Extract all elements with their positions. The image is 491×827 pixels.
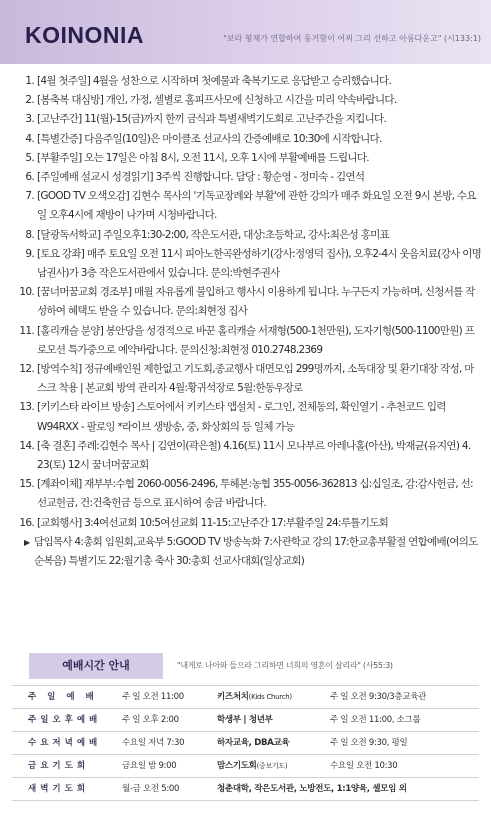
item-text: [4월 첫주일] 4월을 성찬으로 시작하며 첫예물과 축복기도로 응답받고 승리했습니다. — [37, 75, 392, 87]
service-time: 금요일 밤 9:00 — [122, 761, 177, 771]
program-time: 주 일 오전 9:30, 평일 — [330, 738, 408, 748]
list-item — [18, 437, 482, 475]
item-number: 7. — [25, 190, 34, 203]
item-text: [키키스타 라이브 방송] 스토어에서 키키스타 앱설치 - 로그인, 전체동의, 확인열기 - 추천코드 입력 W94RXX - 팔로잉 *라이브 생방송, 중, 화상회의 등 일체 가능 — [37, 401, 446, 433]
brand-title: KOINONIA — [25, 22, 144, 48]
item-number: 8. — [25, 228, 34, 241]
item-number: 2. — [25, 94, 34, 107]
item-number: 13. — [19, 401, 34, 414]
schedule-table — [12, 685, 479, 801]
list-item-sub — [18, 533, 482, 571]
service-time: 주 일 오전 11:00 — [122, 692, 184, 702]
item-text: [부활주일] 오는 17일은 아침 8시, 오전 11시, 오후 1시에 부활예배를 드립니다. — [37, 151, 369, 164]
list-item — [18, 110, 482, 129]
schedule-title: 예배시간 안내 — [29, 653, 163, 679]
service-time: 월-금 오전 5:00 — [122, 784, 180, 794]
list-item — [18, 283, 482, 321]
list-item — [18, 360, 482, 398]
program-name: 키즈처치(Kids Church) — [217, 692, 292, 702]
service-time: 수요일 저녁 7:30 — [122, 738, 185, 748]
list-item — [18, 322, 482, 360]
table-row — [12, 709, 479, 732]
item-text: [꿈너머꿈교회 경조부] 매월 자유롭게 불입하고 행사시 이용하게 됩니다. 누구든지 가능하며, 신청서를 작성하여 혜택도 받을 수 있습니다. 문의:최현정 집사 — [37, 286, 475, 318]
item-text: [GOOD TV 오색오감] 김현수 목사의 '기독교장례와 부활'에 관한 강의가 매주 화요일 오전 9시 본방, 수요일 오후4시에 재방이 나가며 시청바랍니다. — [37, 190, 476, 222]
list-item — [18, 245, 482, 283]
item-number: 16. — [19, 516, 34, 529]
list-item — [18, 149, 482, 168]
item-text: [교회행사] 3:4여선교회 10:5여선교회 11-15:고난주간 17:부활주일 24:루틀기도회 — [37, 516, 389, 529]
program-name: 하자교육, DBA교육 — [217, 738, 290, 748]
item-text: [특별간증] 다음주일(10일)은 마이클조 선교사의 간증예배로 10:30에 시작합니다. — [37, 132, 382, 145]
item-number: 3. — [25, 113, 34, 126]
item-text: [계좌이체] 재부부:수협 2060-0056-2496, 투헤본:농협 355-0056-362813 십:십일조, 감:감사헌금, 선:선교헌금, 건:건축헌금 등으로 표시하여 송금 바랍니다. — [37, 478, 473, 510]
program-time: 주 일 오전 11:00, 소그룹 — [330, 715, 421, 725]
service-name: 주 일 예 배 — [28, 692, 98, 702]
schedule-header — [12, 653, 479, 679]
item-number: 11. — [19, 324, 34, 337]
item-text: [달광독서학교] 주일오후1:30-2:00, 작은도서관, 대상:초등학교, 강사:최은성 홍미표 — [37, 228, 390, 241]
program-name: 맘스기도회(중보기도) — [217, 761, 288, 771]
list-item — [18, 168, 482, 187]
item-text: [주일예배 설교시 성경읽기] 3주씩 진행합니다. 담당 : 황순영 - 정미숙 - 김연석 — [37, 171, 365, 184]
list-item — [18, 514, 482, 533]
service-name: 주일오후예배 — [28, 715, 102, 725]
item-number: 6. — [25, 171, 34, 184]
schedule-verse: "내게로 나아와 들으라 그리하면 너희의 영혼이 살리라" (사55:3) — [177, 661, 393, 670]
program-time: 수요일 오전 10:30 — [330, 761, 398, 771]
table-row — [12, 732, 479, 755]
service-name: 수요저녁예배 — [28, 738, 102, 748]
notice-list — [18, 72, 482, 571]
item-number: 15. — [19, 478, 34, 491]
list-item — [18, 475, 482, 513]
table-row — [12, 755, 479, 778]
item-number: 14. — [19, 439, 34, 452]
service-name: 새벽기도회 — [28, 784, 90, 794]
list-item — [18, 226, 482, 245]
item-number: 12. — [19, 363, 34, 376]
item-text: [봄축복 대심방] 개인, 가정, 셀별로 홈피프사모에 신청하고 시간을 미리 약속바랍니다. — [37, 94, 397, 107]
item-text: [방역수칙] 정규예배인원 제한없고 기도회,종교행사 대면모임 299명까지, 소독대장 및 환기대장 작성, 마스크 착용 | 본교회 방역 관리자 4월:황귀석장로 5월:한동우장로 — [37, 363, 474, 395]
item-text: [홀리캐슬 분양] 봉안당을 성경적으로 바꾼 홀리캐슬 서재형(500-1천만원), 도자기형(500-1100만원) 프로모션 특가중으로 예약바랍니다. 문의신청:최현정 010.2748.2369 — [37, 324, 475, 356]
list-item — [18, 130, 482, 149]
item-number: 10. — [19, 286, 34, 299]
program-name: 학생부 | 청년부 — [217, 715, 273, 725]
service-name: 금요기도회 — [28, 761, 90, 771]
program-time: 주 일 오전 9:30/3층교육관 — [330, 692, 427, 702]
item-number: 4. — [25, 132, 34, 145]
item-text: [고난주간] 11(월)-15(금)까지 한끼 금식과 특별새벽기도회로 고난주간을 지킵니다. — [37, 113, 387, 126]
table-row — [12, 685, 479, 709]
item-text: [축 결혼] 주례:김현수 목사 | 김연이(곽은철) 4.16(토) 11시 모나부르 아레나홀(아산), 박재균(유지연) 4. 23(토) 12시 꿈너머꿈교회 — [37, 439, 471, 472]
item-number: 9. — [25, 247, 34, 260]
header-verse: "보라 형제가 연합하여 동거함이 어찌 그리 선하고 아름다운고" (시133:1) — [223, 34, 481, 43]
list-item — [18, 91, 482, 110]
triangle-icon: ▶ — [24, 537, 30, 547]
item-text: 담임목사 4:총회 임원회,교육부 5:GOOD TV 방송녹화 7:사관학교 강의 17:한교총부활절 연합예배(여의도순복음) 특별기도 22:월기총 축사 30:총회 선교사대회(일상교회) — [34, 535, 478, 568]
item-text: [토요 강좌] 매주 토요일 오전 11시 피아노한곡완성하기(강사:정영덕 집사), 오후2-4시 웃음치료(강사 이명남권사)가 3층 작은도서관에서 있습니다. 문의:박현주권사 — [37, 247, 482, 280]
header-banner — [0, 0, 491, 64]
program-name: 청춘대학, 작은도서관, 노방전도, 1:1양육, 셀모임 외 — [217, 784, 407, 794]
service-time: 주 일 오후 2:00 — [122, 715, 179, 725]
list-item — [18, 398, 482, 436]
item-number: 1. — [25, 75, 34, 87]
table-row — [12, 778, 479, 801]
list-item — [18, 72, 482, 91]
list-item — [18, 187, 482, 225]
item-number: 5. — [25, 151, 34, 164]
